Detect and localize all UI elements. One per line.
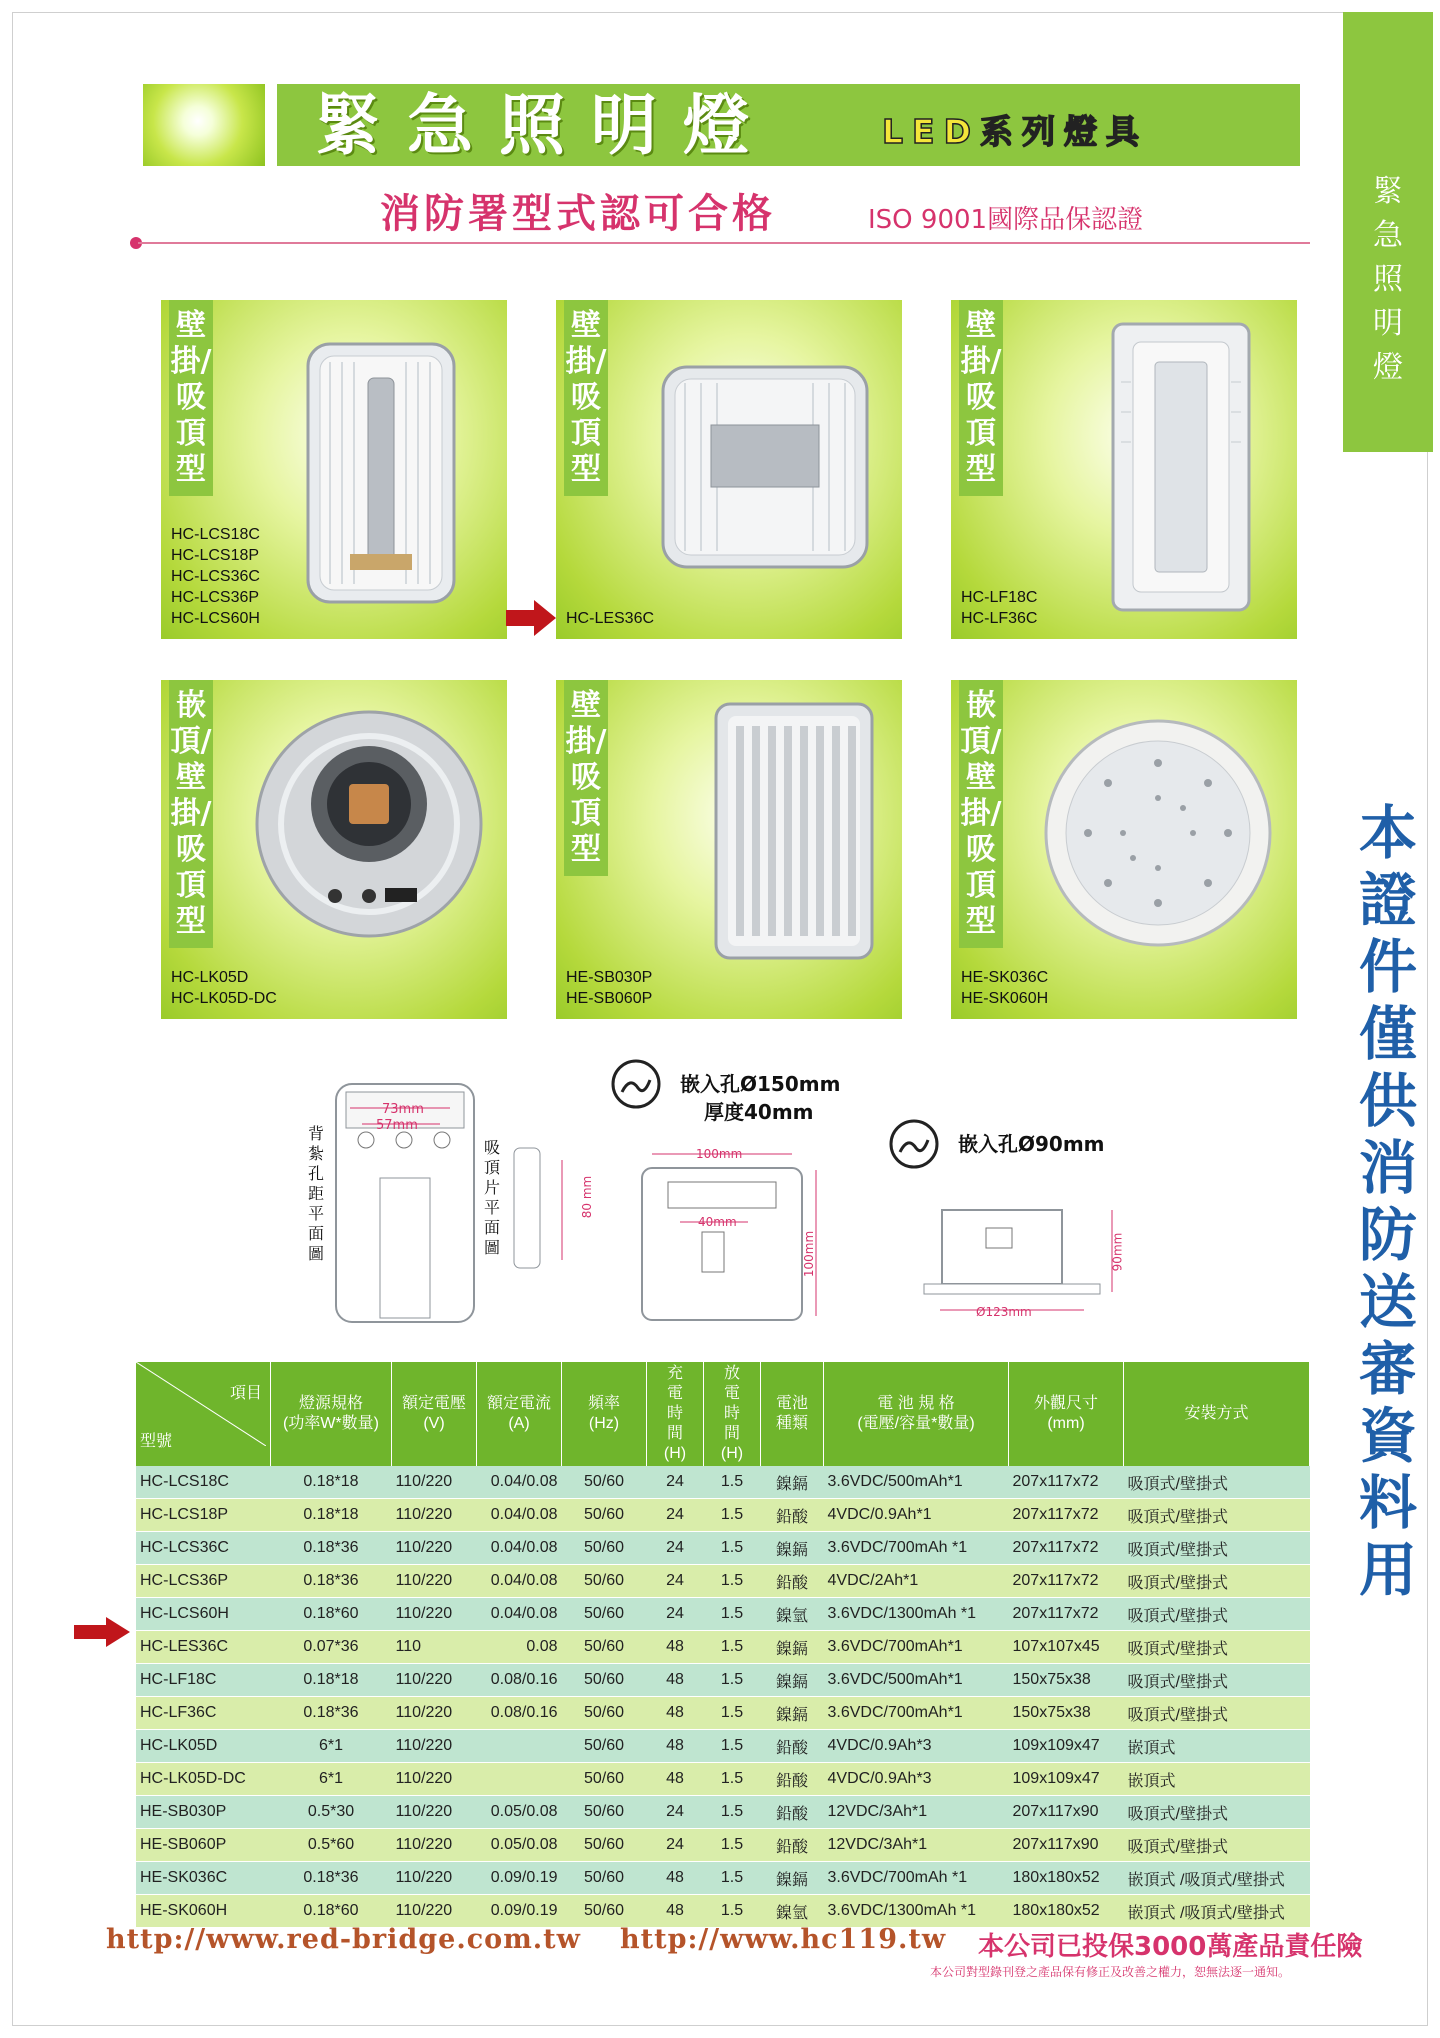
table-cell-bspec: 12VDC/3Ah*1	[824, 1796, 1009, 1829]
header-light-burst	[143, 84, 265, 166]
table-cell-bspec: 3.6VDC/700mAh*1	[824, 1697, 1009, 1730]
product-card-lf	[951, 300, 1297, 639]
table-cell-btype: 鎳鎘	[761, 1466, 824, 1499]
table-cell-discharge: 1.5	[704, 1631, 761, 1664]
table-cell-discharge: 1.5	[704, 1895, 761, 1928]
table-cell-voltage: 110/220	[392, 1532, 477, 1565]
disclaimer-note: 本公司對型錄刊登之產品保有修正及改善之權力，恕無法逐一通知。	[930, 1965, 1291, 1979]
dim-100h: 100mm	[802, 1230, 817, 1278]
page-subtitle: LED系列燈具	[882, 112, 1148, 151]
table-cell-current: 0.08	[477, 1631, 562, 1664]
table-cell-charge: 24	[647, 1565, 704, 1598]
table-cell-bspec: 3.6VDC/500mAh*1	[824, 1664, 1009, 1697]
footer-url-redbridge[interactable]: http://www.red-bridge.com.tw	[106, 1924, 581, 1955]
table-cell-freq: 50/60	[562, 1598, 647, 1631]
table-cell-source: 0.5*30	[271, 1796, 392, 1829]
model-item: HC-LK05D	[171, 969, 249, 986]
table-cell-size: 109x109x47	[1009, 1763, 1124, 1796]
header-freq	[562, 1362, 647, 1466]
table-cell-btype: 鎳氫	[761, 1895, 824, 1928]
table-cell-model: HE-SB030P	[136, 1796, 271, 1829]
table-cell-size: 107x107x45	[1009, 1631, 1124, 1664]
table-cell-mount: 嵌頂式	[1124, 1730, 1310, 1763]
header-size-label: 外觀尺寸	[1033, 1395, 1098, 1412]
table-cell-size: 150x75x38	[1009, 1697, 1124, 1730]
table-cell-current: 0.05/0.08	[477, 1829, 562, 1862]
product-card-les	[556, 300, 902, 639]
recess-icon-2	[888, 1118, 940, 1170]
table-cell-discharge: 1.5	[704, 1499, 761, 1532]
table-cell-bspec: 3.6VDC/500mAh*1	[824, 1466, 1009, 1499]
lamp-lk-image	[253, 708, 485, 940]
lamp-sb-image	[714, 702, 874, 960]
model-item: HC-LK05D-DC	[171, 990, 277, 1007]
table-cell-discharge: 1.5	[704, 1730, 761, 1763]
spec-table-body	[136, 1466, 1310, 1928]
mount-type-label: 壁掛/吸頂型	[564, 300, 608, 496]
table-cell-freq: 50/60	[562, 1829, 647, 1862]
table-cell-bspec: 4VDC/0.9Ah*1	[824, 1499, 1009, 1532]
header-battery-spec-unit: (電壓/容量*數量)	[857, 1415, 975, 1432]
table-cell-source: 6*1	[271, 1763, 392, 1796]
header-battery-type-label: 電池種類	[775, 1395, 808, 1432]
table-cell-size: 180x180x52	[1009, 1895, 1124, 1928]
table-cell-charge: 24	[647, 1466, 704, 1499]
model-list	[171, 967, 277, 1009]
model-list	[566, 967, 652, 1009]
table-cell-btype: 鎳鎘	[761, 1664, 824, 1697]
header-source-label: 燈源規格	[298, 1395, 363, 1412]
table-row	[136, 1631, 1310, 1664]
table-cell-bspec: 4VDC/2Ah*1	[824, 1565, 1009, 1598]
table-cell-voltage: 110/220	[392, 1796, 477, 1829]
table-cell-mount: 嵌頂式	[1124, 1763, 1310, 1796]
table-cell-btype: 鉛酸	[761, 1763, 824, 1796]
table-cell-bspec: 4VDC/0.9Ah*3	[824, 1730, 1009, 1763]
table-row	[136, 1697, 1310, 1730]
table-cell-charge: 48	[647, 1664, 704, 1697]
table-cell-voltage: 110/220	[392, 1565, 477, 1598]
table-cell-source: 6*1	[271, 1730, 392, 1763]
header-charge	[647, 1362, 704, 1466]
table-cell-source: 0.5*60	[271, 1829, 392, 1862]
table-cell-source: 0.07*36	[271, 1631, 392, 1664]
table-cell-model: HC-LES36C	[136, 1631, 271, 1664]
table-cell-model: HC-LCS36C	[136, 1532, 271, 1565]
dim-123: Ø123mm	[976, 1305, 1032, 1319]
model-item: HC-LCS18C	[171, 526, 260, 543]
table-cell-discharge: 1.5	[704, 1598, 761, 1631]
table-cell-charge: 24	[647, 1796, 704, 1829]
header-voltage	[392, 1362, 477, 1466]
table-cell-mount: 吸頂式/壁掛式	[1124, 1565, 1310, 1598]
table-row	[136, 1466, 1310, 1499]
model-list	[961, 587, 1037, 629]
table-cell-voltage: 110/220	[392, 1829, 477, 1862]
model-item: HE-SB060P	[566, 990, 653, 1007]
table-cell-size: 207x117x90	[1009, 1796, 1124, 1829]
table-cell-freq: 50/60	[562, 1532, 647, 1565]
table-cell-source: 0.18*36	[271, 1697, 392, 1730]
table-cell-discharge: 1.5	[704, 1796, 761, 1829]
header-size-unit: (mm)	[1047, 1415, 1085, 1432]
table-cell-size: 207x117x72	[1009, 1499, 1124, 1532]
table-cell-btype: 鎳鎘	[761, 1631, 824, 1664]
table-cell-btype: 鎳鎘	[761, 1862, 824, 1895]
table-cell-current: 0.04/0.08	[477, 1466, 562, 1499]
table-cell-size: 207x117x72	[1009, 1598, 1124, 1631]
table-cell-btype: 鉛酸	[761, 1565, 824, 1598]
header-current-unit: (A)	[508, 1415, 530, 1432]
table-cell-voltage: 110/220	[392, 1763, 477, 1796]
table-cell-size: 109x109x47	[1009, 1730, 1124, 1763]
table-cell-mount: 吸頂式/壁掛式	[1124, 1466, 1310, 1499]
table-cell-discharge: 1.5	[704, 1697, 761, 1730]
row-highlight-arrow-icon	[74, 1617, 130, 1647]
header-battery-type	[761, 1362, 824, 1466]
table-cell-discharge: 1.5	[704, 1862, 761, 1895]
table-cell-current	[477, 1730, 562, 1763]
table-cell-freq: 50/60	[562, 1631, 647, 1664]
table-cell-size: 150x75x38	[1009, 1664, 1124, 1697]
table-cell-model: HC-LCS18P	[136, 1499, 271, 1532]
header-current	[477, 1362, 562, 1466]
header-discharge-unit: (H)	[720, 1445, 744, 1462]
table-row	[136, 1763, 1310, 1796]
dim-80: 80 mm	[580, 1175, 595, 1219]
header-charge-unit: (H)	[663, 1445, 687, 1462]
model-list	[566, 608, 654, 629]
header-voltage-unit: (V)	[423, 1415, 445, 1432]
table-cell-source: 0.18*18	[271, 1466, 392, 1499]
spec-table	[136, 1362, 1310, 1928]
table-cell-charge: 24	[647, 1598, 704, 1631]
model-item: HE-SK060H	[961, 990, 1049, 1007]
table-cell-model: HC-LCS36P	[136, 1565, 271, 1598]
table-cell-voltage: 110/220	[392, 1730, 477, 1763]
certification-text: 消防署型式認可合格	[380, 191, 776, 237]
table-cell-voltage: 110/220	[392, 1598, 477, 1631]
model-item: HE-SK036C	[961, 969, 1049, 986]
table-cell-mount: 吸頂式/壁掛式	[1124, 1796, 1310, 1829]
model-item: HC-LCS36P	[171, 589, 260, 606]
thickness-text: 厚度40mm	[704, 1100, 814, 1124]
table-cell-voltage: 110/220	[392, 1664, 477, 1697]
table-cell-source: 0.18*36	[271, 1565, 392, 1598]
page-title: 緊急照明燈	[315, 87, 775, 164]
table-cell-model: HC-LK05D-DC	[136, 1763, 271, 1796]
table-cell-charge: 24	[647, 1532, 704, 1565]
top-plate-label: 吸頂片平面圖	[484, 1138, 501, 1257]
table-cell-bspec: 3.6VDC/1300mAh *1	[824, 1598, 1009, 1631]
table-row	[136, 1829, 1310, 1862]
table-cell-mount: 吸頂式/壁掛式	[1124, 1598, 1310, 1631]
recess90-text: 嵌入孔Ø90mm	[958, 1132, 1105, 1156]
watermark-text: 本證件僅供消防送審資料用	[1358, 799, 1417, 1604]
table-cell-size: 207x117x72	[1009, 1565, 1124, 1598]
table-row	[136, 1598, 1310, 1631]
table-cell-charge: 48	[647, 1697, 704, 1730]
table-cell-source: 0.18*60	[271, 1895, 392, 1928]
table-cell-model: HE-SK036C	[136, 1862, 271, 1895]
lamp-les-image	[661, 365, 869, 570]
table-cell-freq: 50/60	[562, 1697, 647, 1730]
model-item: HC-LF18C	[961, 589, 1038, 606]
model-item: HC-LF36C	[961, 610, 1038, 627]
side-tab-label: 緊急照明燈	[1373, 174, 1403, 385]
table-cell-current: 0.05/0.08	[477, 1796, 562, 1829]
table-cell-voltage: 110/220	[392, 1697, 477, 1730]
table-cell-discharge: 1.5	[704, 1466, 761, 1499]
recess-icon	[610, 1058, 662, 1110]
dim-57: 57mm	[376, 1118, 418, 1133]
mount-type-label: 壁掛/吸頂型	[959, 300, 1003, 496]
table-cell-current: 0.04/0.08	[477, 1565, 562, 1598]
table-cell-bspec: 3.6VDC/1300mAh *1	[824, 1895, 1009, 1928]
table-cell-discharge: 1.5	[704, 1763, 761, 1796]
header-freq-unit: (Hz)	[588, 1415, 620, 1432]
table-cell-size: 207x117x72	[1009, 1532, 1124, 1565]
dim-73: 73mm	[382, 1102, 424, 1117]
table-cell-model: HE-SK060H	[136, 1895, 271, 1928]
model-item: HC-LES36C	[566, 610, 655, 627]
header-source-unit: (功率W*數量)	[283, 1415, 379, 1432]
header-charge-label: 充電時間	[666, 1365, 683, 1442]
mount-type-label: 嵌頂/壁掛/吸頂型	[169, 680, 213, 948]
table-cell-model: HC-LF36C	[136, 1697, 271, 1730]
table-cell-model: HC-LCS60H	[136, 1598, 271, 1631]
table-cell-discharge: 1.5	[704, 1565, 761, 1598]
table-cell-freq: 50/60	[562, 1730, 647, 1763]
table-cell-btype: 鎳鎘	[761, 1532, 824, 1565]
highlight-arrow-icon	[506, 600, 556, 636]
table-cell-model: HC-LF18C	[136, 1664, 271, 1697]
table-row	[136, 1499, 1310, 1532]
table-cell-current: 0.04/0.08	[477, 1598, 562, 1631]
header-size	[1009, 1362, 1124, 1466]
header-item: 項目	[229, 1385, 262, 1402]
table-row	[136, 1565, 1310, 1598]
table-row	[136, 1532, 1310, 1565]
table-cell-charge: 48	[647, 1895, 704, 1928]
table-cell-mount: 吸頂式/壁掛式	[1124, 1829, 1310, 1862]
table-cell-voltage: 110	[392, 1631, 477, 1664]
table-cell-voltage: 110/220	[392, 1466, 477, 1499]
table-cell-bspec: 12VDC/3Ah*1	[824, 1829, 1009, 1862]
table-cell-mount: 嵌頂式 /吸頂式/壁掛式	[1124, 1895, 1310, 1928]
table-cell-current: 0.04/0.08	[477, 1532, 562, 1565]
table-cell-size: 207x117x90	[1009, 1829, 1124, 1862]
table-cell-freq: 50/60	[562, 1499, 647, 1532]
model-item: HC-LCS36C	[171, 568, 260, 585]
table-cell-charge: 24	[647, 1829, 704, 1862]
table-cell-source: 0.18*36	[271, 1862, 392, 1895]
table-cell-btype: 鎳鎘	[761, 1697, 824, 1730]
table-cell-bspec: 3.6VDC/700mAh *1	[824, 1862, 1009, 1895]
table-cell-current: 0.08/0.16	[477, 1697, 562, 1730]
table-cell-source: 0.18*60	[271, 1598, 392, 1631]
product-card-sb	[556, 680, 902, 1019]
table-cell-bspec: 4VDC/0.9Ah*3	[824, 1763, 1009, 1796]
table-row	[136, 1895, 1310, 1928]
table-cell-freq: 50/60	[562, 1895, 647, 1928]
table-row	[136, 1796, 1310, 1829]
iso-text: ISO 9001國際品保認證	[868, 205, 1144, 235]
table-cell-source: 0.18*18	[271, 1664, 392, 1697]
lamp-lf-image	[1111, 322, 1251, 612]
table-cell-model: HC-LCS18C	[136, 1466, 271, 1499]
table-cell-btype: 鎳氫	[761, 1598, 824, 1631]
table-cell-btype: 鉛酸	[761, 1829, 824, 1862]
model-list	[171, 524, 260, 629]
table-cell-voltage: 110/220	[392, 1895, 477, 1928]
table-cell-mount: 吸頂式/壁掛式	[1124, 1697, 1310, 1730]
header-mount	[1124, 1362, 1310, 1466]
header-discharge-label: 放電時間	[723, 1365, 740, 1442]
lamp-sk-image	[1043, 718, 1273, 948]
table-cell-charge: 24	[647, 1499, 704, 1532]
table-cell-mount: 吸頂式/壁掛式	[1124, 1631, 1310, 1664]
header-item-model	[136, 1362, 271, 1466]
table-cell-mount: 吸頂式/壁掛式	[1124, 1532, 1310, 1565]
table-cell-charge: 48	[647, 1631, 704, 1664]
header-current-label: 額定電流	[486, 1395, 551, 1412]
header-battery-spec	[824, 1362, 1009, 1466]
table-cell-voltage: 110/220	[392, 1499, 477, 1532]
product-card-lk	[161, 680, 507, 1019]
table-cell-btype: 鉛酸	[761, 1796, 824, 1829]
product-card-lcs	[161, 300, 507, 639]
table-cell-current: 0.04/0.08	[477, 1499, 562, 1532]
table-cell-freq: 50/60	[562, 1466, 647, 1499]
table-cell-mount: 嵌頂式 /吸頂式/壁掛式	[1124, 1862, 1310, 1895]
table-cell-btype: 鉛酸	[761, 1499, 824, 1532]
table-cell-current: 0.08/0.16	[477, 1664, 562, 1697]
table-cell-btype: 鉛酸	[761, 1730, 824, 1763]
header-discharge	[704, 1362, 761, 1466]
model-list	[961, 967, 1048, 1009]
table-cell-current	[477, 1763, 562, 1796]
mount-type-label: 壁掛/吸頂型	[169, 300, 213, 496]
table-cell-model: HE-SB060P	[136, 1829, 271, 1862]
table-cell-charge: 48	[647, 1763, 704, 1796]
table-row	[136, 1730, 1310, 1763]
table-cell-bspec: 3.6VDC/700mAh*1	[824, 1631, 1009, 1664]
table-cell-size: 207x117x72	[1009, 1466, 1124, 1499]
table-row	[136, 1862, 1310, 1895]
product-card-sk	[951, 680, 1297, 1019]
header-mount-label: 安裝方式	[1184, 1405, 1249, 1422]
recess150-text: 嵌入孔Ø150mm	[680, 1072, 841, 1096]
insurance-text: 本公司已投保3000萬產品責任險	[978, 1932, 1363, 1962]
table-cell-current: 0.09/0.19	[477, 1895, 562, 1928]
table-cell-freq: 50/60	[562, 1763, 647, 1796]
table-cell-charge: 48	[647, 1862, 704, 1895]
header-source	[271, 1362, 392, 1466]
table-row	[136, 1664, 1310, 1697]
table-cell-size: 180x180x52	[1009, 1862, 1124, 1895]
dim-100w: 100mm	[696, 1147, 743, 1161]
table-cell-bspec: 3.6VDC/700mAh *1	[824, 1532, 1009, 1565]
header-freq-label: 頻率	[587, 1395, 620, 1412]
mount-type-label: 壁掛/吸頂型	[564, 680, 608, 876]
model-item: HE-SB030P	[566, 969, 653, 986]
dim-90: 90mm	[1110, 1232, 1125, 1272]
table-cell-mount: 吸頂式/壁掛式	[1124, 1664, 1310, 1697]
table-cell-discharge: 1.5	[704, 1664, 761, 1697]
table-cell-model: HC-LK05D	[136, 1730, 271, 1763]
table-cell-freq: 50/60	[562, 1664, 647, 1697]
table-cell-current: 0.09/0.19	[477, 1862, 562, 1895]
table-cell-source: 0.18*36	[271, 1532, 392, 1565]
lamp-lcs-image	[306, 342, 456, 604]
footer-url-hc119[interactable]: http://www.hc119.tw	[620, 1924, 947, 1955]
header-model: 型號	[140, 1433, 173, 1450]
header-voltage-label: 額定電壓	[401, 1395, 466, 1412]
table-cell-discharge: 1.5	[704, 1829, 761, 1862]
table-header-row	[136, 1362, 1310, 1466]
table-cell-charge: 48	[647, 1730, 704, 1763]
table-cell-mount: 吸頂式/壁掛式	[1124, 1499, 1310, 1532]
rear-hole-label: 背紮孔距平面圖	[308, 1124, 325, 1263]
dim-40: 40mm	[698, 1215, 737, 1229]
mount-type-label: 嵌頂/壁掛/吸頂型	[959, 680, 1003, 948]
model-item: HC-LCS60H	[171, 610, 260, 627]
table-cell-freq: 50/60	[562, 1565, 647, 1598]
table-cell-voltage: 110/220	[392, 1862, 477, 1895]
table-cell-freq: 50/60	[562, 1796, 647, 1829]
table-cell-freq: 50/60	[562, 1862, 647, 1895]
model-item: HC-LCS18P	[171, 547, 260, 564]
header-battery-spec-label: 電 池 規 格	[877, 1395, 955, 1412]
table-cell-discharge: 1.5	[704, 1532, 761, 1565]
rear-hole-diagram	[300, 1078, 580, 1330]
table-cell-source: 0.18*18	[271, 1499, 392, 1532]
header-rule	[138, 242, 1310, 244]
